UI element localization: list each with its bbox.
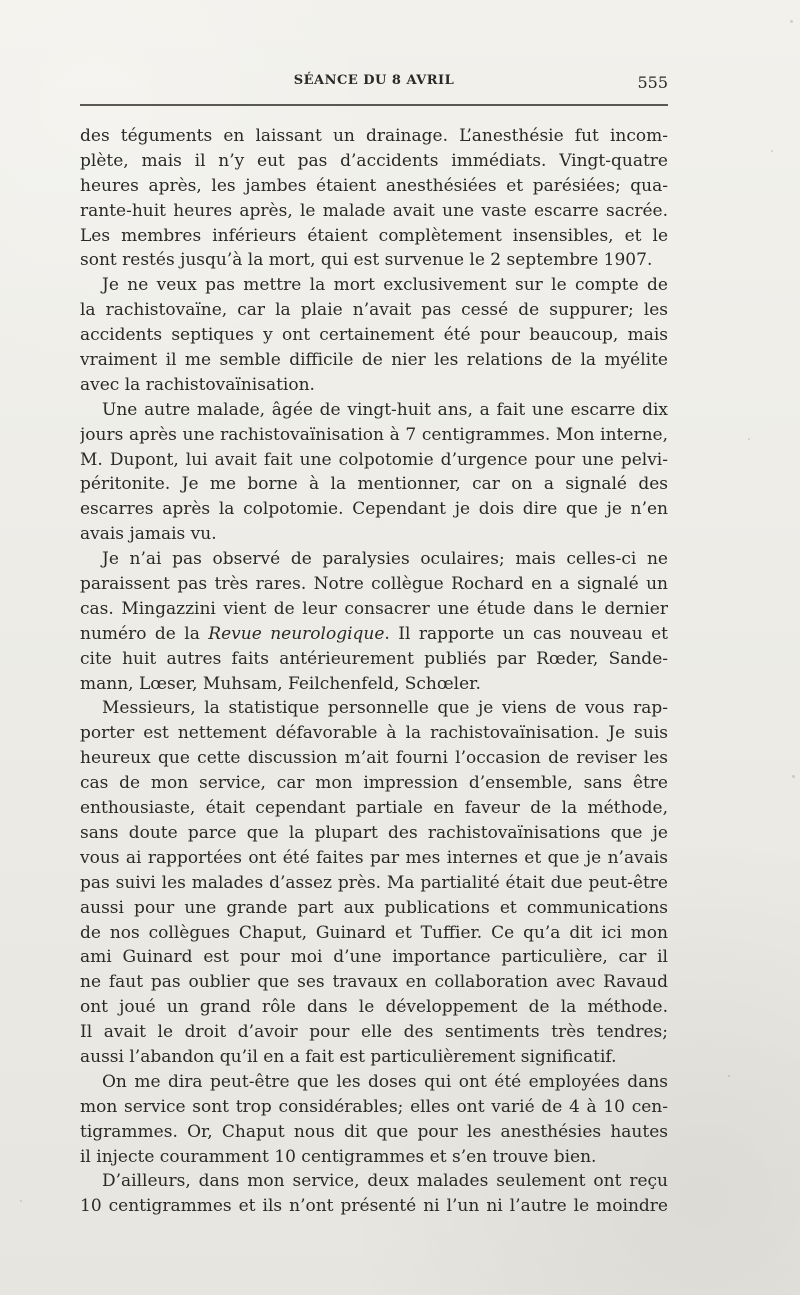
header-title: SÉANCE DU 8 AVRIL	[293, 73, 455, 88]
text-line: On me dira peut-être que les doses qui ont été employées dans	[102, 1071, 668, 1092]
text-line: il injecte couramment 10 centigrammes et s’en trouve bien.	[80, 1146, 597, 1167]
text-line: vraiment il me semble difficile de nier les relations de la myélite	[80, 350, 668, 371]
text-line: mann, Lœser, Muhsam, Feilchenfeld, Schœler.	[80, 673, 481, 694]
body-text	[80, 124, 668, 1219]
text-line: ami Guinard est pour moi d’une importance particulière, car il	[80, 947, 668, 968]
text-line: la rachistovaïne, car la plaie n’avait pas cessé de suppurer; les	[80, 300, 668, 321]
page-number: 555	[637, 73, 668, 92]
paper-speck	[20, 1200, 22, 1202]
text-line: cas de mon service, car mon impression d’ensemble, sans être	[80, 773, 668, 794]
text-segment: numéro de la	[80, 623, 209, 644]
text-line: de nos collègues Chaput, Guinard et Tuffier. Ce qu’a dit ici mon	[80, 922, 668, 943]
text-line: 10 centigrammes et ils n’ont présenté ni l’un ni l’autre le moindre	[80, 1196, 668, 1217]
text-segment: . Il rapporte un cas nouveau et	[384, 623, 668, 644]
text-line: heures après, les jambes étaient anesthésiées et parésiées; qua-	[80, 175, 668, 196]
text-line: sont restés jusqu’à la mort, qui est survenue le 2 septembre 1907.	[80, 250, 653, 271]
text-line: aussi pour une grande part aux publications et communications	[80, 897, 668, 918]
text-line: Messieurs, la statistique personnelle que je viens de vous rap-	[102, 698, 668, 719]
paper-speck	[790, 20, 793, 23]
text-line: péritonite. Je me borne à la mentionner, car on a signalé des	[80, 474, 668, 495]
text-line: cas. Mingazzini vient de leur consacrer une étude dans le dernier	[80, 598, 668, 619]
text-line: aussi l’abandon qu’il en a fait est particulièrement significatif.	[80, 1046, 617, 1067]
running-header	[80, 73, 668, 97]
text-line: escarres après la colpotomie. Cependant je dois dire que je n’en	[80, 499, 668, 520]
text-line: porter est nettement défavorable à la rachistovaïnisation. Je suis	[80, 723, 668, 744]
text-line: Les membres inférieurs étaient complètement insensibles, et le	[80, 225, 668, 246]
text-line: paraissent pas très rares. Notre collègue Rochard en a signalé un	[80, 574, 668, 595]
text-line: mon service sont trop considérables; elles ont varié de 4 à 10 cen-	[80, 1096, 668, 1117]
header-rule	[80, 104, 668, 106]
paper-speck	[728, 1075, 730, 1077]
text-line: enthousiaste, était cependant partiale en faveur de la méthode,	[80, 798, 668, 819]
paper-speck	[771, 150, 773, 152]
text-line: plète, mais il n’y eut pas d’accidents immédiats. Vingt-quatre	[80, 150, 668, 171]
text-line: rante-huit heures après, le malade avait une vaste escarre sacrée.	[80, 200, 668, 221]
text-line: Je ne veux pas mettre la mort exclusivement sur le compte de	[102, 275, 668, 296]
paper-speck	[792, 775, 795, 778]
journal-title: Revue neurologique	[208, 623, 385, 644]
text-line: Une autre malade, âgée de vingt-huit ans, a fait une escarre dix	[102, 399, 668, 420]
paper-speck	[748, 438, 750, 440]
text-line: avec la rachistovaïnisation.	[80, 374, 315, 395]
text-line: ne faut pas oublier que ses travaux en collaboration avec Ravaud	[80, 972, 668, 993]
text-line: Je n’ai pas observé de paralysies oculaires; mais celles-ci ne	[102, 549, 668, 570]
text-line: sans doute parce que la plupart des rachistovaïnisations que je	[80, 822, 668, 843]
text-line: heureux que cette discussion m’ait fourni l’occasion de reviser les	[80, 748, 668, 769]
text-line: pas suivi les malades d’assez près. Ma partialité était due peut-être	[80, 872, 668, 893]
text-line	[80, 622, 668, 647]
text-line: avais jamais vu.	[80, 524, 217, 545]
text-line: Il avait le droit d’avoir pour elle des sentiments très tendres;	[80, 1022, 668, 1043]
text-line: tigrammes. Or, Chaput nous dit que pour les anesthésies hautes	[80, 1121, 668, 1142]
text-line: ont joué un grand rôle dans le développement de la méthode.	[80, 997, 668, 1018]
text-line: vous ai rapportées ont été faites par mes internes et que je n’avais	[80, 847, 668, 868]
text-line: jours après une rachistovaïnisation à 7 centigrammes. Mon interne,	[80, 424, 668, 445]
text-line: accidents septiques y ont certainement été pour beaucoup, mais	[80, 325, 668, 346]
text-line: M. Dupont, lui avait fait une colpotomie d’urgence pour une pelvi-	[80, 449, 668, 470]
text-line: cite huit autres faits antérieurement publiés par Rœder, Sande-	[80, 648, 668, 669]
text-line: des téguments en laissant un drainage. L’anesthésie fut incom-	[80, 126, 668, 146]
text-line: D’ailleurs, dans mon service, deux malades seulement ont reçu	[102, 1171, 668, 1192]
